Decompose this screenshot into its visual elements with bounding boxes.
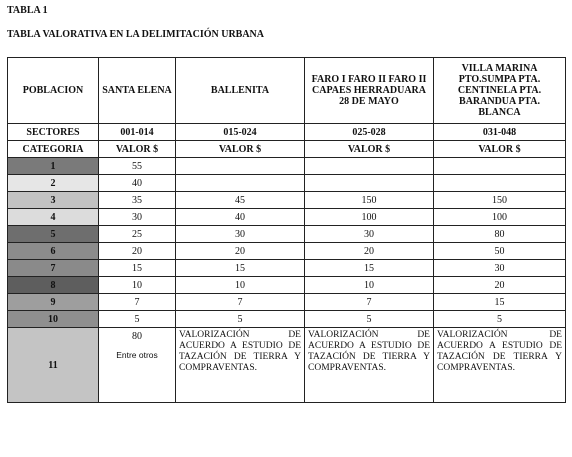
value-cell: 80 — [434, 226, 566, 243]
category-header-cell: CATEGORIA — [8, 141, 99, 158]
header-cell: BALLENITA — [176, 58, 305, 124]
value-cell: 30 — [434, 260, 566, 277]
table-row — [8, 277, 566, 294]
sector-cell: 025-028 — [305, 124, 434, 141]
header-row — [8, 58, 566, 124]
category-cell: 2 — [8, 175, 99, 192]
value-cell: 5 — [305, 311, 434, 328]
santa-elena-value: 80 — [132, 331, 142, 342]
value-cell — [434, 158, 566, 175]
value-cell: 50 — [434, 243, 566, 260]
value-cell: 35 — [99, 192, 176, 209]
category-cell: 6 — [8, 243, 99, 260]
data-rows — [8, 158, 566, 328]
value-header-cell: VALOR $ — [99, 141, 176, 158]
header-cell: FARO I FARO II FARO II CAPAES HERRADUARA 28 DE MAYO — [305, 58, 434, 124]
value-cell: 45 — [176, 192, 305, 209]
category-cell: 5 — [8, 226, 99, 243]
valuation-note-cell: VALORIZACIÓN DE ACUERDO A ESTUDIO DE TAZACIÓN DE TIERRA Y COMPRAVENTAS. — [176, 328, 305, 403]
value-cell: 30 — [99, 209, 176, 226]
value-cell: 150 — [305, 192, 434, 209]
value-cell: 20 — [99, 243, 176, 260]
value-cell: 20 — [434, 277, 566, 294]
header-cell: VILLA MARINA PTO.SUMPA PTA. CENTINELA PTA. BARANDUA PTA. BLANCA — [434, 58, 566, 124]
table-label: TABLA 1 — [7, 5, 48, 16]
category-cell: 11 — [8, 328, 99, 403]
value-cell: 5 — [176, 311, 305, 328]
category-cell: 4 — [8, 209, 99, 226]
category-header-row — [8, 141, 566, 158]
value-cell — [434, 175, 566, 192]
table-row — [8, 226, 566, 243]
valuation-note-cell: VALORIZACIÓN DE ACUERDO A ESTUDIO DE TAZACIÓN DE TIERRA Y COMPRAVENTAS. — [434, 328, 566, 403]
value-cell: 10 — [99, 277, 176, 294]
value-header-cell: VALOR $ — [434, 141, 566, 158]
table-row — [8, 294, 566, 311]
value-cell: 10 — [305, 277, 434, 294]
value-cell: 10 — [176, 277, 305, 294]
sector-cell: 001-014 — [99, 124, 176, 141]
value-cell — [176, 158, 305, 175]
value-cell: 55 — [99, 158, 176, 175]
category-cell: 3 — [8, 192, 99, 209]
value-cell: 30 — [176, 226, 305, 243]
value-cell: 100 — [305, 209, 434, 226]
value-cell: 15 — [305, 260, 434, 277]
table-heading: TABLA VALORATIVA EN LA DELIMITACIÓN URBANA — [7, 29, 265, 40]
value-cell: 40 — [176, 209, 305, 226]
sectors-row — [8, 124, 566, 141]
valuation-table — [7, 57, 566, 403]
value-header-cell: VALOR $ — [176, 141, 305, 158]
value-cell: 20 — [176, 243, 305, 260]
table-row — [8, 209, 566, 226]
value-cell: 7 — [176, 294, 305, 311]
table-row — [8, 175, 566, 192]
table-row — [8, 260, 566, 277]
table-row — [8, 158, 566, 175]
category-cell: 10 — [8, 311, 99, 328]
category-cell: 1 — [8, 158, 99, 175]
value-cell: 25 — [99, 226, 176, 243]
sector-cell: 031-048 — [434, 124, 566, 141]
value-cell: 15 — [434, 294, 566, 311]
value-cell: 7 — [99, 294, 176, 311]
category-cell: 7 — [8, 260, 99, 277]
category-cell: 8 — [8, 277, 99, 294]
santa-elena-note: Entre otros — [116, 350, 158, 360]
value-cell: 30 — [305, 226, 434, 243]
value-cell: 40 — [99, 175, 176, 192]
header-cell: SANTA ELENA — [99, 58, 176, 124]
value-cell: 7 — [305, 294, 434, 311]
value-cell: 5 — [99, 311, 176, 328]
value-header-cell: VALOR $ — [305, 141, 434, 158]
value-cell: 15 — [99, 260, 176, 277]
table-row — [8, 192, 566, 209]
valuation-note-cell: VALORIZACIÓN DE ACUERDO A ESTUDIO DE TAZACIÓN DE TIERRA Y COMPRAVENTAS. — [305, 328, 434, 403]
value-cell: 150 — [434, 192, 566, 209]
value-cell — [305, 158, 434, 175]
table-row — [8, 311, 566, 328]
value-cell: 5 — [434, 311, 566, 328]
table-row-11 — [8, 328, 566, 403]
category-cell: 9 — [8, 294, 99, 311]
value-cell — [176, 175, 305, 192]
value-cell: 20 — [305, 243, 434, 260]
santa-elena-cell — [99, 328, 176, 403]
value-cell — [305, 175, 434, 192]
sector-cell: SECTORES — [8, 124, 99, 141]
value-cell: 15 — [176, 260, 305, 277]
sector-cell: 015-024 — [176, 124, 305, 141]
value-cell: 100 — [434, 209, 566, 226]
header-cell: POBLACION — [8, 58, 99, 124]
table-row — [8, 243, 566, 260]
